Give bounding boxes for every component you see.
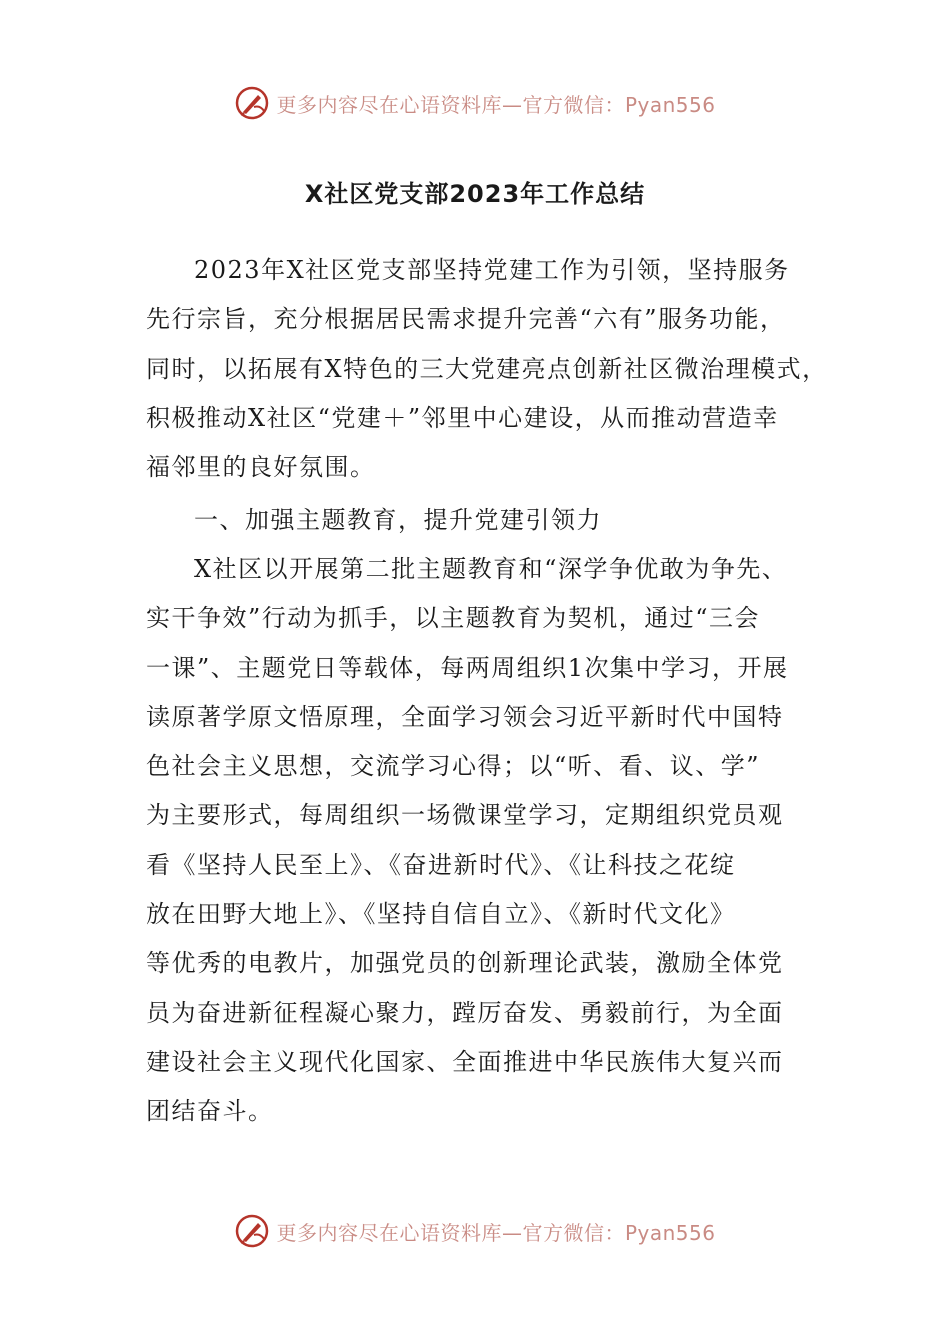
paragraph-line: 先行宗旨，充分根据居民需求提升完善“六有”服务功能， <box>146 305 786 334</box>
paragraph-intro <box>146 246 826 492</box>
paragraph-line: 一课”、主题党日等载体，每两周组织1次集中学习，开展 <box>146 653 789 682</box>
paragraph-line: 团结奋斗。 <box>146 1097 274 1126</box>
paragraph-line: 放在田野大地上》、《坚持自信自立》、《新时代文化》 <box>146 900 736 929</box>
paragraph-line: 2023年X社区党支部坚持党建工作为引领，坚持服务 <box>194 256 790 284</box>
paragraph-line: 建设社会主义现代化国家、全面推进中华民族伟大复兴而 <box>146 1047 784 1076</box>
paragraph-line: 读原著学原文悟原理，全面学习领会习近平新时代中国特 <box>146 702 784 731</box>
paragraph-line: 为主要形式，每周组织一场微课堂学习，定期组织党员观 <box>146 801 784 830</box>
section-heading <box>146 496 826 545</box>
header-watermark <box>0 83 950 123</box>
watermark-text: 更多内容尽在心语资料库—官方微信：Pyan556 <box>276 92 716 117</box>
footer-watermark <box>0 1211 950 1251</box>
paragraph-line: 实干争效”行动为抓手，以主题教育为契机，通过“三会 <box>146 604 761 633</box>
paragraph-line: 同时，以拓展有X特色的三大党建亮点创新社区微治理模式， <box>146 354 828 383</box>
paragraph-line: 色社会主义思想，交流学习心得；以“听、看、议、学” <box>146 752 761 781</box>
paragraph-line: 积极推动X社区“党建＋”邻里中心建设，从而推动营造幸 <box>146 403 779 432</box>
document-title: X社区党支部2023年工作总结 <box>304 180 646 208</box>
pen-logo-icon <box>234 85 270 121</box>
watermark-text: 更多内容尽在心语资料库—官方微信：Pyan556 <box>276 1220 716 1245</box>
paragraph-section-one <box>146 545 826 1137</box>
paragraph-line: X社区以开展第二批主题教育和“深学争优敢为争先、 <box>194 555 788 583</box>
paragraph-line: 等优秀的电教片，加强党员的创新理论武装，激励全体党 <box>146 949 784 978</box>
paragraph-line: 员为奋进新征程凝心聚力，蹚厉奋发、勇毅前行，为全面 <box>146 998 784 1027</box>
paragraph-line: 福邻里的良好氛围。 <box>146 453 376 482</box>
paragraph-line: 看《坚持人民至上》、《奋进新时代》、《让科技之花绽 <box>146 850 736 879</box>
pen-logo-icon <box>234 1213 270 1249</box>
section-heading-text: 一、加强主题教育，提升党建引领力 <box>194 506 602 534</box>
